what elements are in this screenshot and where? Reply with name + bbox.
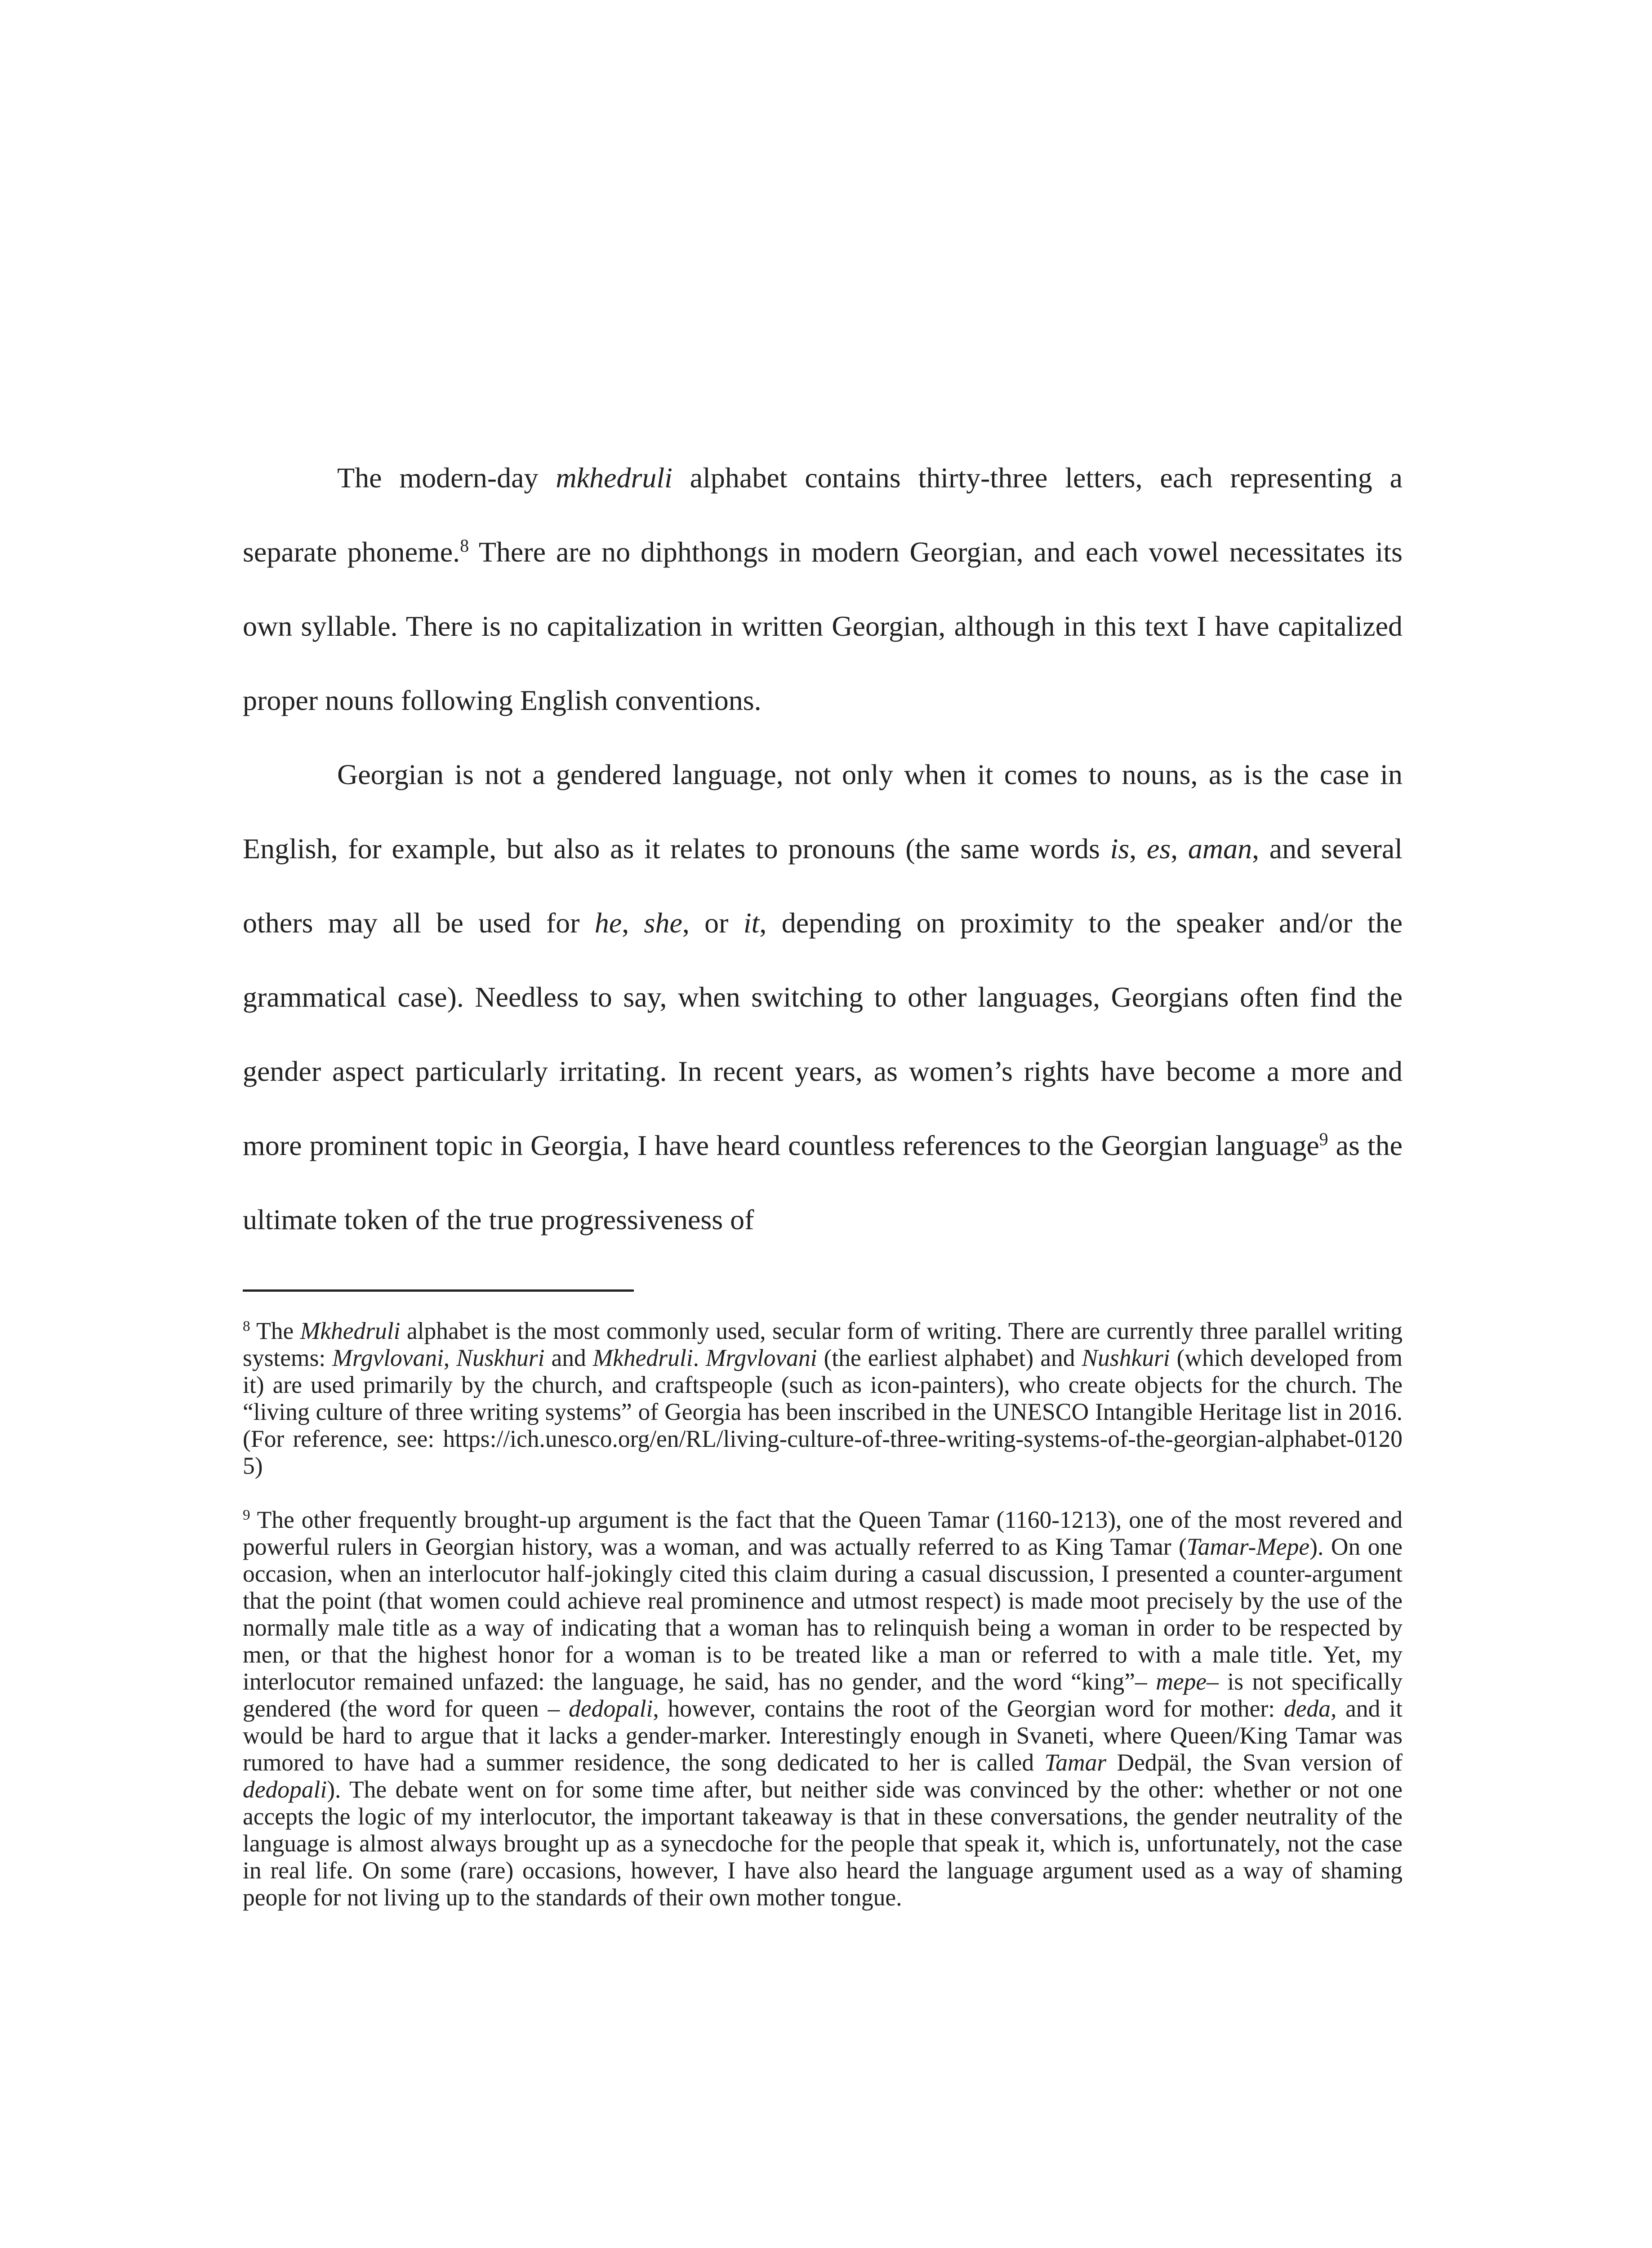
footnote-9 (243, 1506, 1403, 1911)
paragraph-gender (243, 737, 1403, 1257)
text-run: ). On one occasion, when an interlocutor half-jokingly cited this claim during a casual discussion, I presented a counter-argument that the point (that women could achieve real prominence and utmost respect) is made moot precisely by the use of the normally male title as a way of indicating that a woman has to relinquish being a woman in order to be respected by men, or that the highest honor for a woman is to be treated like a man or referred to with a male title. Yet, my interlocutor remained unfazed: the language, he said, has no gender, and the word “king”– (243, 1533, 1403, 1695)
italic-term: Mkhedruli (300, 1317, 401, 1344)
text-run: , (1129, 833, 1147, 865)
italic-term: Nushkuri (1082, 1344, 1170, 1371)
italic-term: Mkhedruli (592, 1344, 693, 1371)
text-run: The modern-day (337, 462, 556, 494)
text-run: . (693, 1344, 706, 1371)
text-run: Georgian is not a gendered language, not only when it comes to nouns, as is the case in English, for example, but also as it relates to pronouns (the same words (243, 758, 1403, 865)
text-run: ). The debate went on for some time after, but neither side was convinced by the other: whether or not one accepts the logic of my interlocutor, the important takeaway is that in these conversations, the gender neutrality of the language is almost always brought up as a synecdoche for the people that speak it, which is, unfortunately, not the case in real life. On some (rare) occasions, however, I have also heard the language argument used as a way of shaming people for not living up to the standards of their own mother tongue. (243, 1776, 1403, 1911)
italic-term: mkhedruli (556, 462, 672, 494)
text-run: Dedpäl, the Svan version of (1106, 1749, 1403, 1776)
text-run: , (1171, 833, 1188, 865)
italic-term: Mrgvlovani (705, 1344, 817, 1371)
text-run: , depending on proximity to the speaker and/or the grammatical case). Needless to say, when switching to other languages, Georgians often find the gender aspect particularly irritating. In recent years, as women’s rights have become a more and more prominent topic in Georgia, I have heard countless references to the Georgian language (243, 907, 1403, 1161)
text-run: – is not specifically gendered (the word for queen – (243, 1668, 1403, 1722)
footnote-8 (243, 1317, 1403, 1479)
text-run: The other frequently brought-up argument is the fact that the Queen Tamar (1160-1213), one of the most revered and powerful rulers in Georgian history, was a woman, and was actually referred to as King Tamar ( (243, 1506, 1403, 1560)
unesco-url-link[interactable]: https://ich.unesco.org/en/RL/living-culture-of-three-writing-systems-of-the-georgian-alphabet-01205 (243, 1425, 1403, 1479)
text-run: , however, contains the root of the Georgian word for mother: (653, 1695, 1284, 1722)
text-run: ) (254, 1452, 263, 1479)
text-run: There are no diphthongs in modern Georgian, and each vowel necessitates its own syllable. There is no capitalization in written Georgian, although in this text I have capitalized proper nouns following English conventions. (243, 536, 1403, 716)
text-run: , (443, 1344, 457, 1371)
text-run: (which developed from it) are used primarily by the church, and craftspeople (such as icon-painters), who create objects for the church. The “living culture of three writing systems” of Georgia has been inscribed in the UNESCO Intangible Heritage list in 2016. (For reference, see: (243, 1344, 1403, 1452)
italic-term: is (1110, 833, 1130, 865)
text-run: The (250, 1317, 300, 1344)
paragraph-alphabet (243, 441, 1403, 737)
italic-term: it (743, 907, 760, 939)
text-run: as the ultimate token of the true progressiveness of (243, 1129, 1403, 1236)
text-run: , or (682, 907, 744, 939)
footnote-number: 8 (243, 1317, 250, 1334)
italic-term: mepe (1156, 1668, 1207, 1695)
text-run: , and several others may all be used for (243, 833, 1403, 939)
italic-term: Tamar (1044, 1749, 1107, 1776)
italic-term: aman (1188, 833, 1252, 865)
text-run: , (622, 907, 644, 939)
italic-term: dedopali (243, 1776, 327, 1803)
italic-term: Mrgvlovani (332, 1344, 444, 1371)
text-run: and (544, 1344, 593, 1371)
footnotes-section (243, 1317, 1403, 1911)
main-text (243, 441, 1403, 1257)
text-run: alphabet is the most commonly used, secular form of writing. There are currently three parallel writing systems: (243, 1317, 1403, 1371)
footnote-reference-9[interactable]: 9 (1319, 1129, 1328, 1150)
italic-term: Tamar-Mepe (1186, 1533, 1310, 1560)
italic-term: deda, (1283, 1695, 1337, 1722)
text-run: (the earliest alphabet) and (817, 1344, 1082, 1371)
footnote-divider (243, 1289, 634, 1292)
footnote-reference-8[interactable]: 8 (460, 536, 469, 556)
italic-term: dedopali (569, 1695, 653, 1722)
italic-term: he (594, 907, 622, 939)
text-run: and it would be hard to argue that it lacks a gender-marker. Interestingly enough in Svaneti, where Queen/King Tamar was rumored to have had a summer residence, the song dedicated to her is called (243, 1695, 1403, 1776)
italic-term: es (1146, 833, 1171, 865)
text-run: alphabet contains thirty-three letters, each representing a separate phoneme. (243, 462, 1403, 568)
footnote-number: 9 (243, 1506, 250, 1523)
italic-term: Nuskhuri (456, 1344, 545, 1371)
italic-term: she (644, 907, 682, 939)
